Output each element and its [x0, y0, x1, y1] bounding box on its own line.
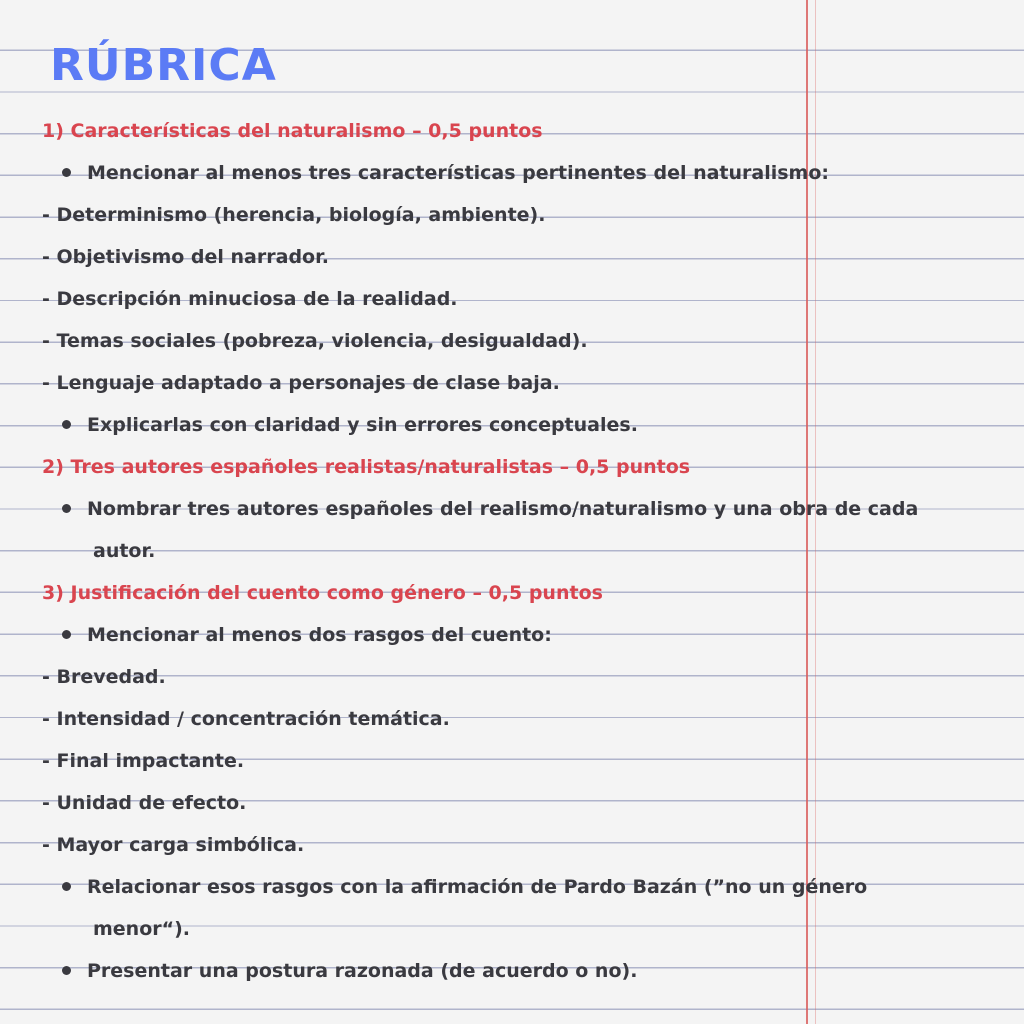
list-item: - Unidad de efecto. [42, 792, 247, 814]
bullet-text: Relacionar esos rasgos con la afirmación de Pardo Bazán (”no un género [87, 876, 868, 898]
list-item: - Objetivismo del narrador. [42, 246, 329, 268]
section-1-heading: 1) Características del naturalismo – 0,5 puntos [42, 120, 543, 142]
list-item: - Determinismo (herencia, biología, ambiente). [42, 204, 546, 226]
bullet-dot-icon [62, 504, 71, 513]
section-2-heading: 2) Tres autores españoles realistas/naturalistas – 0,5 puntos [42, 456, 691, 478]
bullet-text: Presentar una postura razonada (de acuerdo o no). [87, 960, 638, 982]
bullet-continuation: autor. [93, 540, 156, 562]
section-3-heading: 3) Justificación del cuento como género – 0,5 puntos [42, 582, 603, 604]
list-item: - Mayor carga simbólica. [42, 834, 305, 856]
section-1-bullet-2 [62, 404, 638, 446]
page-title: RÚBRICA [50, 40, 277, 91]
bullet-dot-icon [62, 420, 71, 429]
list-item: - Intensidad / concentración temática. [42, 708, 450, 730]
bullet-dot-icon [62, 630, 71, 639]
list-item: - Descripción minuciosa de la realidad. [42, 288, 458, 310]
bullet-text: Mencionar al menos dos rasgos del cuento: [87, 624, 552, 646]
section-3-bullet-1 [62, 614, 552, 656]
bullet-dot-icon [62, 168, 71, 177]
bullet-text: Mencionar al menos tres características pertinentes del naturalismo: [87, 162, 830, 184]
bullet-continuation: menor“). [93, 918, 191, 940]
list-item: - Temas sociales (pobreza, violencia, desigualdad). [42, 330, 588, 352]
list-item: - Brevedad. [42, 666, 166, 688]
section-3-bullet-3 [62, 950, 637, 992]
section-2-bullet-1 [62, 488, 918, 530]
list-item: - Lenguaje adaptado a personajes de clase baja. [42, 372, 560, 394]
section-1-bullet-1 [62, 152, 829, 194]
section-3-bullet-2 [62, 866, 867, 908]
bullet-dot-icon [62, 882, 71, 891]
bullet-text: Nombrar tres autores españoles del realismo/naturalismo y una obra de cada [87, 498, 919, 520]
bullet-dot-icon [62, 966, 71, 975]
bullet-text: Explicarlas con claridad y sin errores conceptuales. [87, 414, 638, 436]
list-item: - Final impactante. [42, 750, 245, 772]
